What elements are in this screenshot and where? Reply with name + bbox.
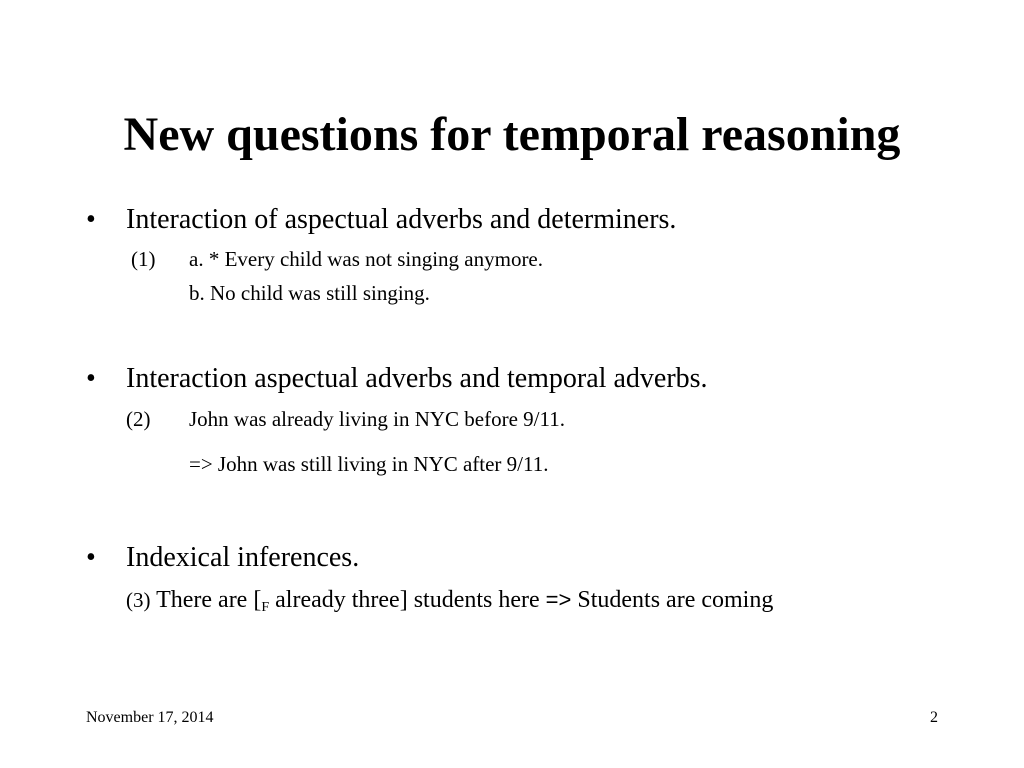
bullet-heading: Interaction of aspectual adverbs and determiners. bbox=[126, 204, 677, 235]
example-text: => John was still living in NYC after 9/11. bbox=[189, 452, 549, 476]
example-number: (3) bbox=[126, 588, 151, 612]
example-number: (1) bbox=[131, 247, 156, 271]
example-number: (2) bbox=[126, 407, 151, 431]
bullet-dot-icon: • bbox=[86, 363, 96, 394]
bullet-dot-icon: • bbox=[86, 204, 96, 235]
bullet-dot-icon: • bbox=[86, 542, 96, 573]
inference-arrow: => bbox=[545, 587, 572, 612]
example-1b bbox=[0, 280, 1024, 306]
example-text-part2: already three] students here bbox=[269, 587, 546, 613]
example-2 bbox=[0, 406, 1024, 432]
focus-subscript: F bbox=[261, 600, 270, 615]
bullet-heading: Indexical inferences. bbox=[126, 542, 360, 573]
example-1a bbox=[0, 246, 1024, 272]
bullet-heading: Interaction aspectual adverbs and temporal adverbs. bbox=[126, 363, 708, 394]
example-text: b. No child was still singing. bbox=[189, 281, 430, 305]
example-3 bbox=[126, 585, 773, 615]
page-number: 2 bbox=[930, 709, 938, 726]
bullet-item-determiners bbox=[86, 203, 676, 237]
example-text: a. * Every child was not singing anymore. bbox=[189, 247, 544, 271]
example-text-part3: Students are coming bbox=[571, 587, 774, 613]
example-2-inference bbox=[0, 451, 1024, 477]
slide-title: New questions for temporal reasoning bbox=[123, 108, 901, 161]
bullet-item-indexical bbox=[86, 541, 359, 575]
example-text: John was already living in NYC before 9/11. bbox=[189, 407, 565, 431]
footer-date: November 17, 2014 bbox=[86, 709, 214, 726]
bullet-item-temporal-adverbs bbox=[86, 362, 708, 396]
example-text-part1: There are [ bbox=[156, 587, 262, 613]
